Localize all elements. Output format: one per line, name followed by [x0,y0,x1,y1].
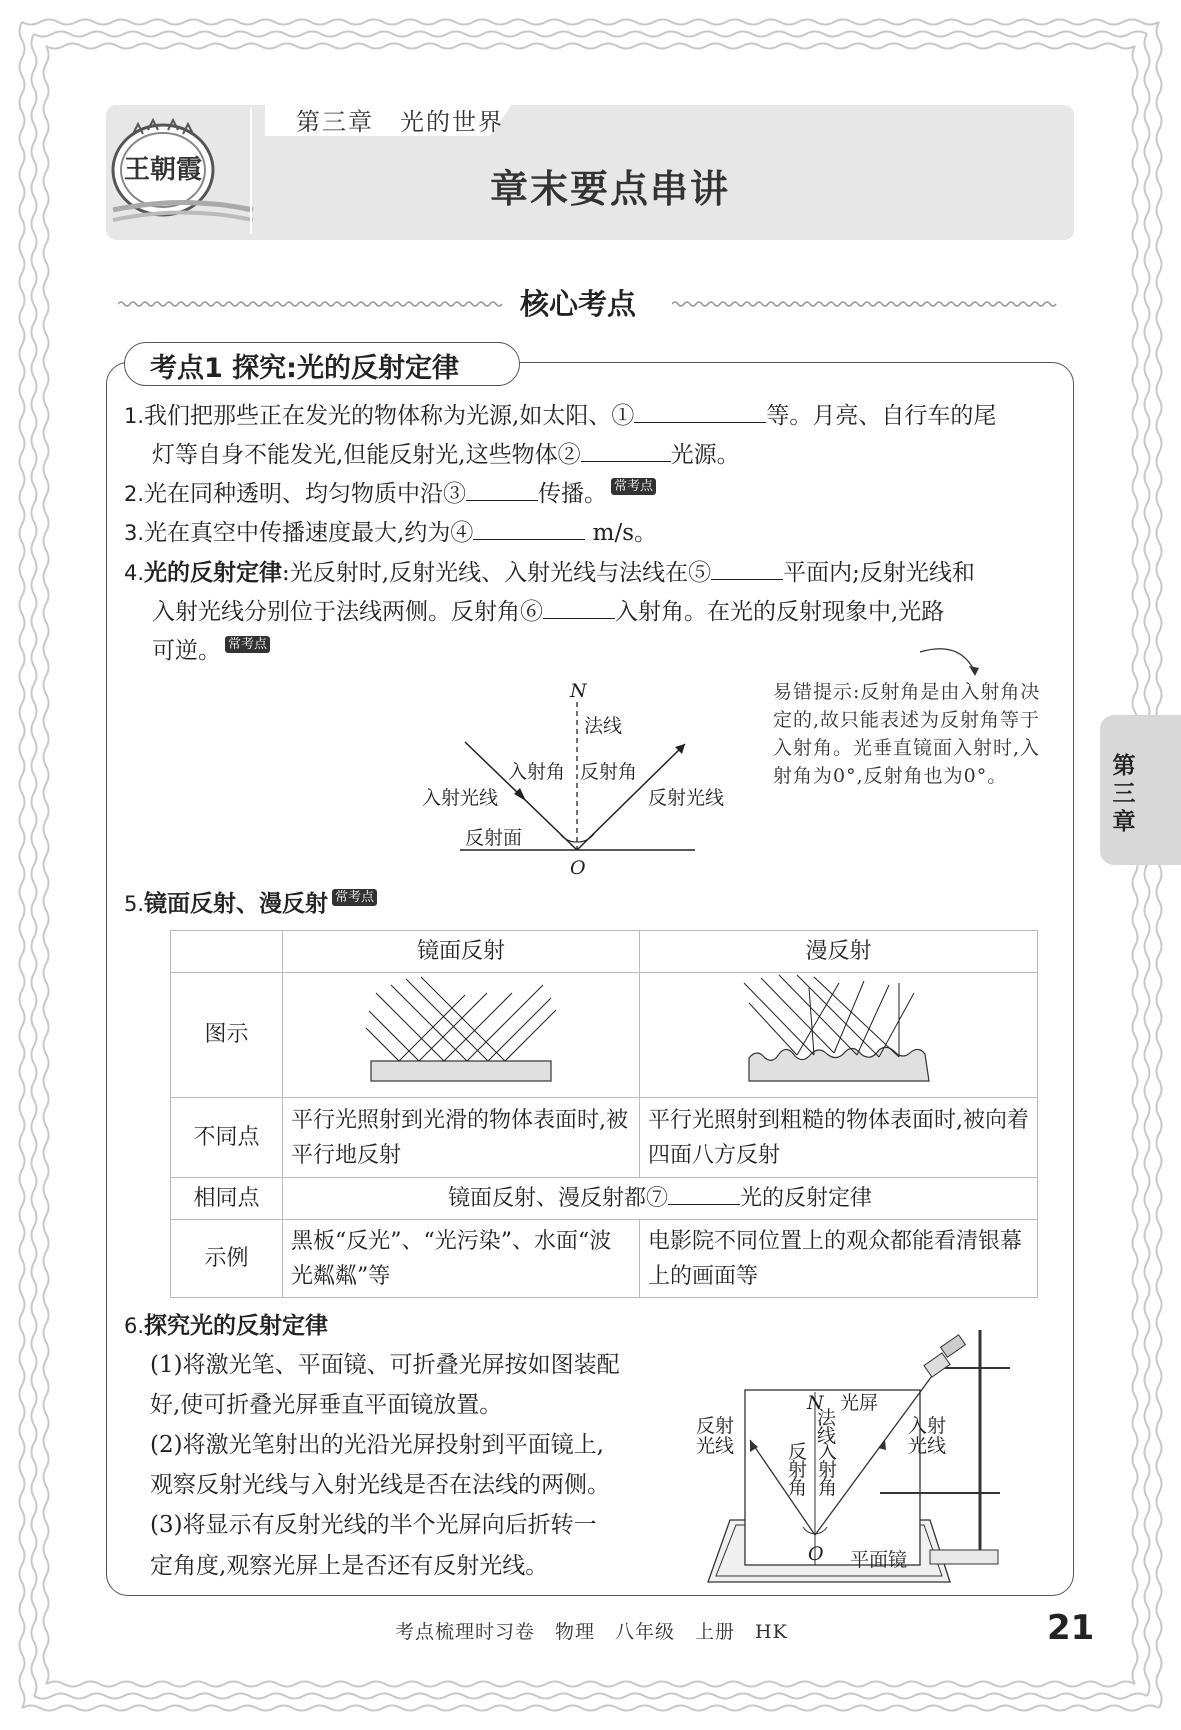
blank-4[interactable] [473,517,585,540]
table-row-same [171,1178,1038,1220]
item-6-step-3b: 定角度,观察光屏上是否还有反射光线。 [150,1553,549,1579]
blank-7[interactable] [668,1182,740,1205]
diagram-surface: 反射面 [465,827,523,849]
frequent-tag: 常考点 [225,636,270,653]
table-corner [171,931,283,973]
diagram-normal: 法线 [584,715,623,737]
comparison-table [170,930,1038,1298]
logo-divider [250,108,252,234]
item-2: 2.光在同种透明、均匀物质中沿③ 传播。 常考点 [124,478,656,509]
exp-incident-angle: 入射角 [818,1441,838,1499]
blank-5[interactable] [711,557,783,580]
diagram-reflect-angle: 反射角 [580,761,638,783]
error-tip: 易错提示:反射角是由入射角决定的,故只能表述为反射角等于入射角。光垂直镜面入射时,入射角为0°,反射角也为0°。 [773,681,1041,787]
example-specular: 黑板“反光”、“光污染”、水面“波光粼粼”等 [283,1220,640,1298]
table-row-example [171,1220,1038,1298]
exp-screen: 光屏 [840,1392,879,1414]
diagram-o: O [570,857,586,879]
logo-text: 王朝霞 [123,155,203,185]
item-6-step-2b: 观察反射光线与入射光线是否在法线的两侧。 [150,1472,610,1498]
logo [108,110,258,235]
tip-arrow [915,642,985,682]
item-6: 6.探究光的反射定律 [124,1313,329,1339]
footer-text: 考点梳理时习卷 物理 八年级 上册 HK [395,1621,788,1643]
item-6-step-1a: (1)将激光笔、平面镜、可折叠光屏按如图装配 [150,1352,620,1378]
blank-3[interactable] [466,478,538,501]
item-4-line-1: 4.光的反射定律:光反射时,反射光线、入射光线与法线在⑤ 平面内;反射光线和 [124,557,975,588]
reflection-diagram [410,672,740,882]
specular-reflection-figure [361,973,561,1085]
item-5: 5.镜面反射、漫反射 常考点 [124,889,377,919]
header-specular: 镜面反射 [283,931,640,973]
diff-diffuse: 平行光照射到粗糙的物体表面时,被向着四面八方反射 [640,1098,1038,1178]
blank-6[interactable] [543,596,615,619]
diffuse-reflection-figure [739,973,939,1085]
diagram-incident-ray: 入射光线 [422,787,499,809]
diff-specular: 平行光照射到光滑的物体表面时,被平行地反射 [283,1098,640,1178]
row-label-diff: 不同点 [171,1098,283,1178]
table-row-figure [171,973,1038,1098]
item-3: 3.光在真空中传播速度最大,约为④ m/s。 [124,517,657,548]
section-heading: 核心考点 [520,287,637,321]
item-4-line-2: 入射光线分别位于法线两侧。反射角⑥ 入射角。在光的反射现象中,光路 [152,596,944,627]
diagram-reflect-ray: 反射光线 [648,787,725,809]
heading-ornament-left [118,300,508,308]
topic-title: 考点1 探究:光的反射定律 [150,353,459,384]
exp-mirror: 平面镜 [850,1549,908,1571]
chapter-label: 第三章 光的世界 [296,108,504,136]
exp-normal: 法线 [817,1407,837,1447]
page-title: 章末要点串讲 [490,167,731,211]
exp-o: O [808,1543,824,1565]
item-6-step-3a: (3)将显示有反射光线的半个光屏向后折转一 [150,1512,597,1538]
specular-figure [283,973,640,1098]
frequent-tag: 常考点 [332,889,377,906]
table-header-row [171,931,1038,973]
row-label-same: 相同点 [171,1178,283,1220]
same-content: 镜面反射、漫反射都⑦ 光的反射定律 [283,1178,1038,1220]
exp-incident-ray: 入射光线 [908,1415,947,1457]
item-6-step-2a: (2)将激光笔射出的光沿光屏投射到平面镜上, [150,1432,604,1458]
diagram-n: N [570,680,587,702]
exp-reflect-angle: 反射角 [788,1441,808,1499]
frequent-tag: 常考点 [611,478,656,495]
row-label-example: 示例 [171,1220,283,1298]
heading-ornament-right [672,300,1062,308]
item-1-line-1: 1.我们把那些正在发光的物体称为光源,如太阳、① 等。月亮、自行车的尾 [124,400,996,431]
example-diffuse: 电影院不同位置上的观众都能看清银幕上的画面等 [640,1220,1038,1298]
chapter-side-label: 第 三 章 [1112,753,1136,835]
item-6-step-1b: 好,使可折叠光屏垂直平面镜放置。 [150,1392,503,1418]
experiment-diagram [690,1320,1050,1590]
blank-2[interactable] [581,439,671,462]
exp-n: N [807,1392,824,1414]
diffuse-figure [640,973,1038,1098]
exp-reflect-ray: 反射光线 [696,1415,735,1457]
item-4-line-3: 可逆。 常考点 [152,636,270,666]
item-1-line-2: 灯等自身不能发光,但能反射光,这些物体② 光源。 [152,439,740,470]
header-diffuse: 漫反射 [640,931,1038,973]
table-row-diff [171,1098,1038,1178]
diagram-incident-angle: 入射角 [508,761,566,783]
blank-1[interactable] [634,400,766,423]
page-number: 21 [1047,1608,1095,1648]
row-label-figure: 图示 [171,973,283,1098]
